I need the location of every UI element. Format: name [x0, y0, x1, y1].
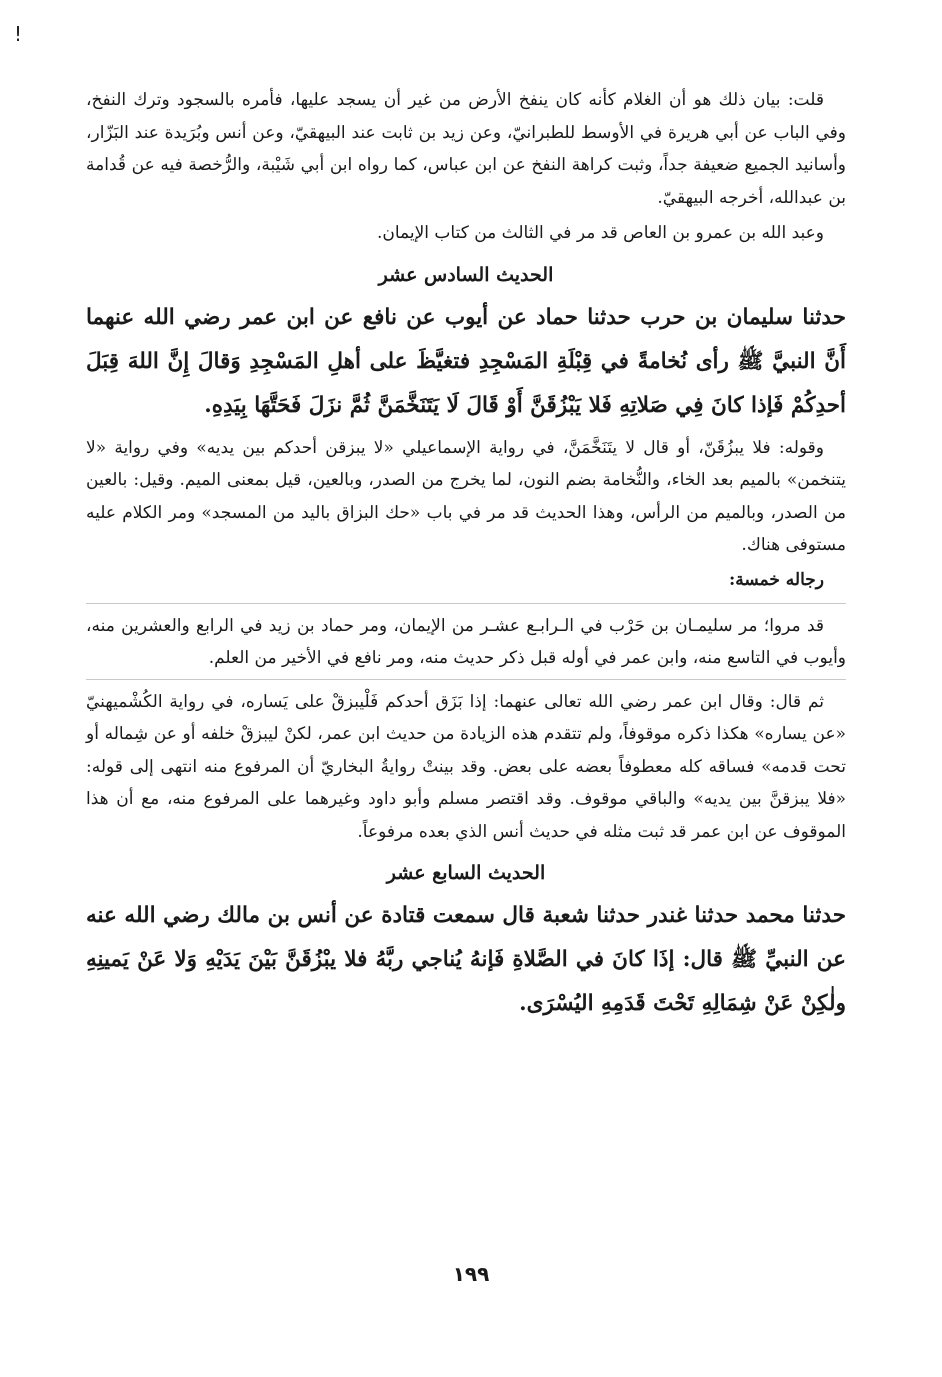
commentary-paragraph-3: وقوله: فلا يبزُقَنّ، أو قال لا يتَنَخَّمَنَّ، في رواية الإسماعيلي «لا يبزقن أحدكم بين يديه» وفي رواية «لا يتنخمن» بالميم بعد الخاء، والنُّخامة بضم النون، لما يخرج من الصدر، وبالعين، قيل بمعنى الميم. وقيل: بالعين من الصدر، وبالميم من الرأس، وهذا الحديث قد مر في باب «حك البزاق باليد من المسجد» ومر الكلام عليه مستوفى هناك. — [86, 437, 846, 555]
divider — [86, 603, 846, 604]
commentary-paragraph-1: قلت: بيان ذلك هو أن الغلام كأنه كان ينفخ الأرض من غير أن يسجد عليها، فأمره بالسجود وترك النفخ، وفي الباب عن أبي هريرة في الأوسط للطبرانيّ، وعن زيد بن ثابت عند البيهقيّ، وعن أنس وبُرَيدة عند البَزّار، وأسانيد الجميع ضعيفة جداً، وثبت كراهة النفخ عن ابن عباس، كما رواه ابن أبي شَيْبة، والرُّخصة فيه عن قُدامة بن عبدالله، أخرجه البيهقيّ. — [86, 90, 846, 208]
hadith-16-text: حدثنا سليمان بن حرب حدثنا حماد عن أيوب عن نافع عن ابن عمر رضي الله عنهما أَنَّ النبيَّ ﷺ رأى نُخامةً في قِبْلَةِ المَسْجِدِ فتغيَّظَ على أهلِ المَسْجِدِ وَقالَ إِنَّ اللهَ قِبَلَ أحدِكُمْ فَإذا كانَ فِي صَلاتِهِ فَلا يَبْزُقَنَّ أَوْ قَالَ لَا يَتَنَخَّمَنَّ ثُمَّ نزَلَ فَحَتَّهَا بِيَدِهِ. — [86, 304, 846, 418]
narrators-subheading: رجاله خمسة: — [728, 569, 824, 590]
hadith-16-heading: الحديث السادس عشر — [378, 263, 554, 286]
commentary-paragraph-4: قد مروا؛ مر سليمـان بن حَرْب في الـرابـع عشـر من الإيمان، ومر حماد بن زيد في الرابع والعشرين منه، وأيوب في التاسع منه، وابن عمر في أوله قبل ذكر حديث منه، ومر نافع في الأخير من العلم. — [86, 615, 846, 668]
commentary-paragraph-5: ثم قال: وقال ابن عمر رضي الله تعالى عنهما: إذا بَزَق أحدكم فَلْيبزقْ على يَساره، في رواية الكُشْميهنيّ «عن يساره» هكذا ذكره موقوفاً، ولم تتقدم هذه الزيادة من حديث ابن عمر، لكنْ ليبزقْ خلفه أو عن شِماله أو تحت قدمه» فساقه كله معطوفاً بعضه على بعض. وقد بينتْ روايةُ البخاريّ أن المرفوع منه انتهى إلى قوله: «فلا يبزقنَّ بين يديه» والباقي موقوف. وقد اقتصر مسلم وأبو داود وغيرهما على المرفوع منه، مع أن هذا الموقوف عن ابن عمر قد ثبت مثله في حديث أنس الذي بعده مرفوعاً. — [86, 691, 846, 842]
hadith-17-text: حدثنا محمد حدثنا غندر حدثنا شعبة قال سمعت قتادة عن أنس بن مالك رضي الله عنه عن النبيِّ ﷺ قال: إذَا كانَ في الصَّلاةِ فَإنهُ يُناجي ربَّهُ فلا يبْزُقَنَّ بَيْنَ يَدَيْهِ وَلا عَنْ يَمينِهِ ولٰكِنْ عَنْ شِمَالِهِ تَحْتَ قَدَمِهِ اليُسْرَى. — [86, 903, 846, 1016]
hadith-17-heading: الحديث السابع عشر — [386, 862, 546, 884]
divider — [86, 679, 846, 680]
page-number: ١٩٩ — [452, 1262, 490, 1286]
corner-mark: ! — [14, 22, 23, 46]
page-content — [86, 84, 846, 1030]
commentary-paragraph-2: وعبد الله بن عمرو بن العاص قد مر في الثالث من كتاب الإيمان. — [376, 223, 824, 243]
